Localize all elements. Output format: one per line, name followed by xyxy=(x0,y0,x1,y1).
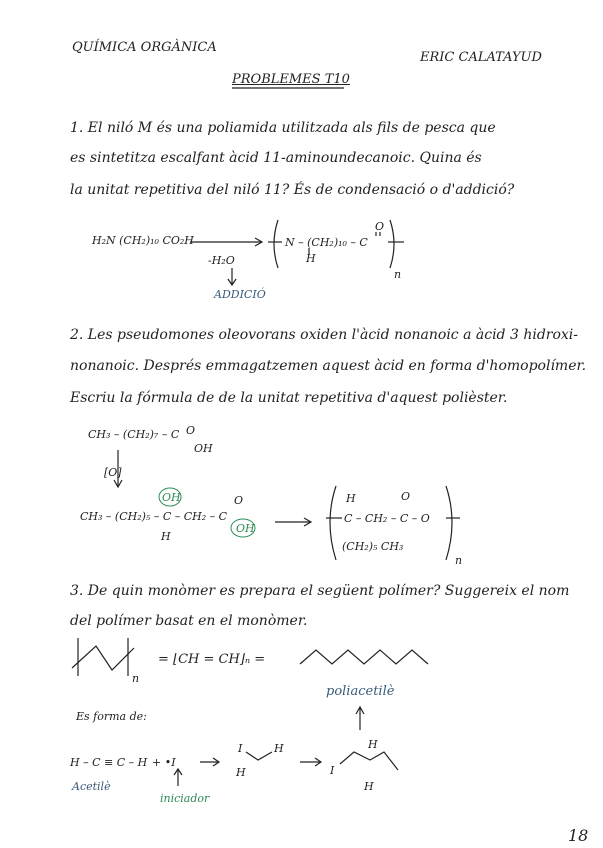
problem2-line1: 2. Les pseudomones oleovorans oxiden l'àcid nonanoic a àcid 3 hidroxi- xyxy=(70,327,579,343)
p2-side-chain: (CH₂)₅ CH₃ xyxy=(342,540,404,553)
p2-left-bracket xyxy=(330,486,336,560)
p3-formula: = ⌊CH = CH⌋ₙ = xyxy=(158,652,266,667)
p2-intermediate: CH₃ – (CH₂)₅ – C – CH₂ – C xyxy=(80,510,228,523)
p2-intermediate-oh: OH xyxy=(162,491,181,504)
p2-n: n xyxy=(455,554,463,567)
p2-oxidant: [O] xyxy=(104,466,122,479)
p2-polymer-o: O xyxy=(401,490,411,503)
p3-forms-from: Es forma de: xyxy=(76,710,147,723)
p3-initiator-label: iniciador xyxy=(160,792,210,805)
p1-right-bracket xyxy=(390,220,394,268)
p3-polyacetylene-zigzag xyxy=(300,650,428,664)
problem2-line2: nonanoic. Després emmagatzemen aquest àcid en forma d'homopolímer. xyxy=(70,358,587,374)
p2-oh-circle2 xyxy=(231,519,255,537)
p2-intermediate-h: H xyxy=(161,530,171,543)
p1-answer: ADDICIÓ xyxy=(214,288,266,301)
subject-label: QUÍMICA ORGÀNICA xyxy=(72,40,217,55)
p3-monomer-name: Acetilè xyxy=(72,780,111,793)
p1-reactant: H₂N (CH₂)₁₀ CO₂H xyxy=(92,234,194,247)
problem1-line3: la unitat repetitiva del niló 11? És de condensació o d'addició? xyxy=(70,182,515,198)
p2-start-oh: OH xyxy=(194,442,213,455)
p3-bracket-n: n xyxy=(132,672,140,685)
problem1-line1: 1. El niló M és una poliamida utilitzada als fils de pesca que xyxy=(70,120,496,136)
p1-repeat-unit: N – (CH₂)₁₀ – C xyxy=(285,236,368,249)
p3-acetylene: H – C ≡ C – H xyxy=(70,756,148,769)
p3-int2-h2: H xyxy=(364,780,374,793)
problem2-line3: Escriu la fórmula de de la unitat repetitiva d'aquest polièster. xyxy=(70,390,508,406)
p2-polymer-chain: C – CH₂ – C – O xyxy=(344,512,430,525)
p1-byproduct: -H₂O xyxy=(208,254,235,267)
p1-left-bracket xyxy=(274,220,278,268)
problem3-line2: del polímer basat en el monòmer. xyxy=(70,613,308,629)
p1-h-on-n: H xyxy=(306,252,316,265)
p2-intermediate-o: O xyxy=(234,494,244,507)
p3-int2-i: I xyxy=(330,764,335,777)
page-title: PROBLEMES T10 xyxy=(232,72,350,87)
p2-right-bracket xyxy=(446,486,452,560)
p2-polymer-h: H xyxy=(346,492,356,505)
p3-int1-h1: H xyxy=(274,742,284,755)
p3-int2-bonds xyxy=(340,752,398,770)
p2-start: CH₃ – (CH₂)₇ – C xyxy=(88,428,180,441)
problem3-line1: 3. De quin monòmer es prepara el següent polímer? Suggereix el nom xyxy=(70,583,570,599)
p3-zigzag-unit xyxy=(72,646,134,670)
author-label: ERIC CALATAYUD xyxy=(420,50,542,65)
p1-n: n xyxy=(394,268,402,281)
p1-o-on-c: O xyxy=(375,220,385,233)
page-number: 18 xyxy=(568,826,589,845)
problem1-line2: es sintetitza escalfant àcid 11-aminoundecanoic. Quina és xyxy=(70,150,482,166)
p3-int2-h1: H xyxy=(368,738,378,751)
p3-polymer-name: poliacetilè xyxy=(326,684,395,699)
p3-int1-bonds xyxy=(246,752,272,760)
p2-oh-circle xyxy=(159,488,181,506)
p3-plus-initiator: + •I xyxy=(152,756,176,769)
p2-intermediate-oh2: OH xyxy=(236,522,255,535)
p3-int1-h2: H xyxy=(236,766,246,779)
p3-int1-i: I xyxy=(238,742,243,755)
p2-start-o: O xyxy=(186,424,196,437)
